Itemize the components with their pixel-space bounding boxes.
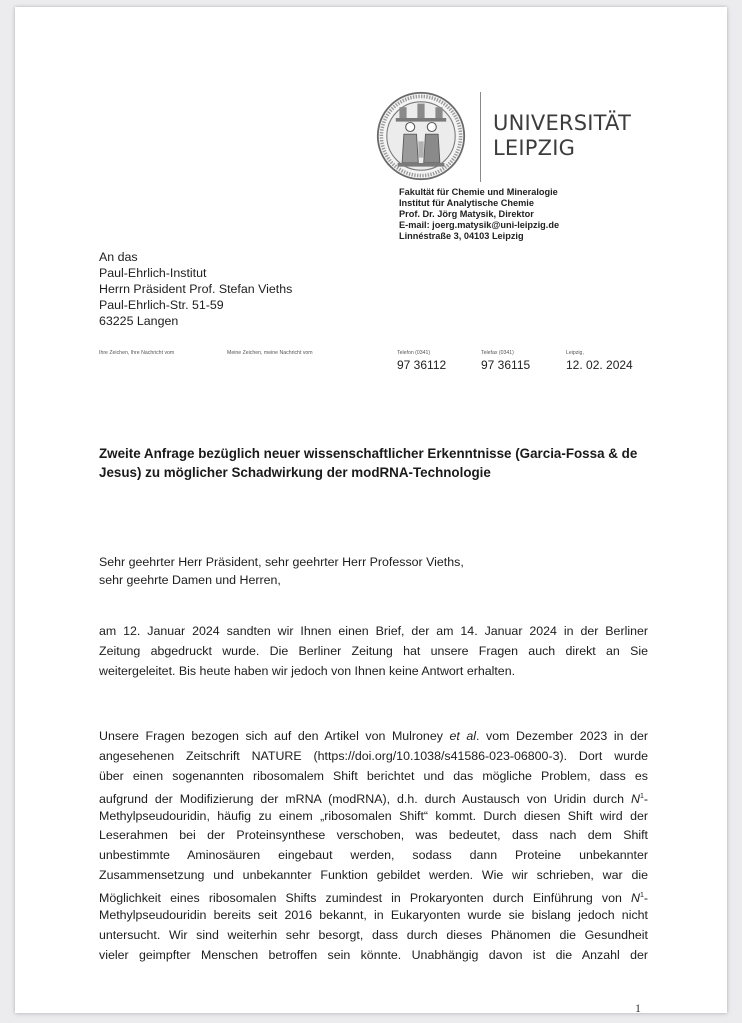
- body-paragraph-2: [99, 727, 648, 966]
- sender-faculty: Fakultät für Chemie und Mineralogie: [399, 187, 558, 197]
- salutation-line: sehr geehrte Damen und Herren,: [99, 573, 281, 587]
- fax-value: 97 36115: [481, 358, 531, 372]
- sender-name: Prof. Dr. Jörg Matysik, Direktor: [399, 209, 534, 219]
- your-reference-label: Ihre Zeichen, Ihre Nachricht vom: [99, 350, 175, 356]
- paragraph-line: aufgrund der Modifizierung der mRNA (modRNA), d.h. durch Austausch von Uridin durch $N^1-$: [99, 791, 648, 806]
- paragraph-line: angesehenen Zeitschrift NATURE (https://doi.org/10.1038/s41586-023-06800-3). Dort wurde: [99, 748, 648, 763]
- university-name-line1: UNIVERSITÄT: [493, 111, 631, 135]
- page-number: 1: [635, 1001, 641, 1015]
- place-label: Leipzig,: [566, 350, 584, 356]
- fax-label: Telefax (0341): [481, 350, 514, 356]
- sender-address: Linnéstraße 3, 04103 Leipzig: [399, 231, 524, 241]
- sender-block: [399, 187, 559, 242]
- university-name-line2: LEIPZIG: [493, 136, 576, 160]
- paragraph-line: über einen sogenannten ribosomalem Shift berichtet und das mögliche Problem, dass es: [99, 768, 648, 783]
- date-value: 12. 02. 2024: [566, 358, 633, 372]
- logo-divider: [480, 92, 481, 182]
- paragraph-line: untersucht. Wir sind weiterhin sehr besorgt, dass durch dieses Phänomen die Gesundheit: [99, 927, 648, 942]
- body-paragraph-1: [99, 622, 648, 682]
- letter-page: [15, 7, 727, 1013]
- phone-value: 97 36112: [397, 358, 447, 372]
- university-seal-icon: [376, 91, 466, 181]
- recipient-line: Herrn Präsident Prof. Stefan Vieths: [99, 282, 293, 296]
- italic-et-al: et al: [449, 729, 477, 743]
- sender-email: E-mail: joerg.matysik@uni-leipzig.de: [399, 220, 560, 230]
- my-reference-label: Meine Zeichen, meine Nachricht vom: [227, 350, 313, 356]
- paragraph-line: Zeitung abgedruckt wurde. Die Berliner Zeitung hat unsere Fragen auch direkt an Sie: [99, 643, 648, 658]
- paragraph-line: Leserahmen bei der Proteinsynthese verschoben, was bedeutet, dass nach dem Shift: [99, 828, 648, 843]
- recipient-line: Paul-Ehrlich-Institut: [99, 266, 207, 280]
- paragraph-line: Möglichkeit eines ribosomalen Shifts zumindest in Prokaryonten durch Einführung von $N^1-$: [99, 891, 648, 906]
- paragraph-line: vieler geimpfter Menschen betroffen sein könnte. Unabhängig davon ist die Anzahl der: [99, 947, 648, 962]
- paragraph-line: Unsere Fragen bezogen sich auf den Artikel von Mulroney et al. vom Dezember 2023 in der: [99, 729, 648, 743]
- university-wordmark: [493, 111, 631, 161]
- recipient-line: Paul-Ehrlich-Str. 51-59: [99, 298, 224, 312]
- recipient-line: 63225 Langen: [99, 314, 179, 328]
- paragraph-line: am 12. Januar 2024 sandten wir Ihnen einen Brief, der am 14. Januar 2024 in der Berliner: [99, 624, 648, 638]
- salutation-line: Sehr geehrter Herr Präsident, sehr geehrter Herr Professor Vieths,: [99, 555, 464, 569]
- sender-institute: Institut für Analytische Chemie: [399, 198, 534, 208]
- paragraph-line: Zusammensetzung und unbekannter Funktion gebildet werden. Wie wir schrieben, war die: [99, 868, 648, 883]
- paragraph-line: Methylpseudouridin bereits seit 2016 bekannt, in Eukaryonten wurde sie bislang jedoch nicht: [99, 908, 648, 923]
- recipient-address: [99, 249, 292, 329]
- paragraph-line: Methylpseudouridin, häufig zu einem „ribosomalen Shift“ kommt. Durch diesen Shift wird der: [99, 808, 648, 823]
- paragraph-line: weitergeleitet. Bis heute haben wir jedoch von Ihnen keine Antwort erhalten.: [99, 663, 516, 678]
- paragraph-line: unbestimmte Aminosäuren eingebaut werden, sodass dann Proteine unbekannter: [99, 848, 648, 863]
- letter-subject: Zweite Anfrage bezüglich neuer wissenschaftlicher Erkenntnisse (Garcia-Fossa & de Jesus) zu möglicher Schadwirkung der modRNA-Technologie: [99, 446, 638, 480]
- phone-label: Telefon (0341): [397, 350, 431, 356]
- recipient-line: An das: [99, 250, 138, 264]
- salutation: [99, 553, 464, 589]
